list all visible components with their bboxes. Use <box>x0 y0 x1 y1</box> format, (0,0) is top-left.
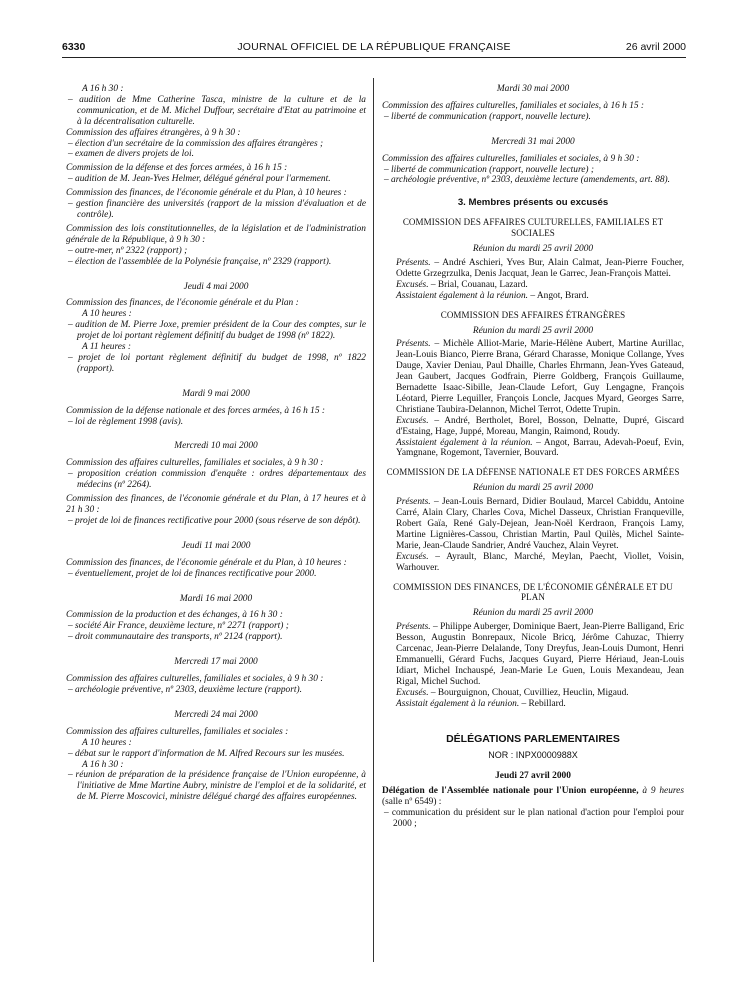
agenda-item: – gestion financière des universités (rapport de la mission d'évaluation et de contrôle). <box>68 199 366 220</box>
committee-heading: Commission des finances, de l'économie générale et du Plan, à 10 heures : <box>66 188 347 199</box>
date-heading: Mardi 9 mai 2000 <box>182 388 250 399</box>
header-rule <box>62 57 686 58</box>
committee-heading: Commission des affaires culturelles, familiales et sociales, à 16 h 15 : <box>382 100 645 111</box>
attendees-excused <box>382 280 684 291</box>
attendees-present <box>382 497 684 552</box>
time-label: A 16 h 30 : <box>82 84 124 94</box>
column-divider <box>373 78 374 962</box>
present-label: Présents. <box>396 497 431 508</box>
meeting-date: Réunion du mardi 25 avril 2000 <box>472 244 594 255</box>
also-names: – Angot, Brard. <box>528 290 589 301</box>
nor-reference: NOR : INPX0000988X <box>488 750 578 761</box>
section-heading: 3. Membres présents ou excusés <box>457 197 609 209</box>
excused-label: Excusés. <box>396 415 429 426</box>
committee-heading: Commission de la défense nationale et des forces armées, à 16 h 15 : <box>66 405 325 416</box>
agenda-item: – liberté de communication (rapport, nouvelle lecture). <box>384 111 591 122</box>
present-names: – Philippe Auberger, Dominique Baert, Jean-Pierre Balligand, Eric Besson, Augustin Bonrepaux, Nicole Bricq, Jérôme Cahuzac, Thierry Carcenac, Jean-Pierre Delalande, Tony Dreyfus, Jean-Louis Dumont, Henri Emmanuelli, Gérard Fuchs, Jacques Guyard, Pierre Hériaud, Jean-Louis Idiart, Michel Inchauspé, Jean-Marie Le Guen, Louis Mexandeau, Jean Rigal, Michel Suchod. <box>396 622 684 687</box>
delegation-name: Délégation de l'Assemblée nationale pour l'Union européenne, <box>382 786 639 797</box>
committee-heading: Commission des affaires culturelles, familiales et sociales, à 9 h 30 : <box>382 153 640 164</box>
date-heading: Mercredi 10 mai 2000 <box>174 441 258 452</box>
also-label: Assistaient également à la réunion. <box>396 290 529 301</box>
time-label: A 16 h 30 : <box>82 759 124 770</box>
attendees-present <box>382 339 684 415</box>
agenda-item: – communication du président sur le plan national d'action pour l'emploi pour 2000 ; <box>384 808 684 829</box>
left-column <box>66 84 366 803</box>
commission-title: COMMISSION DES FINANCES, DE L'ÉCONOMIE GÉNÉRALE ET DU PLAN <box>393 581 673 603</box>
right-column <box>382 84 684 830</box>
present-names: – Jean-Louis Bernard, Didier Boulaud, Marcel Cabiddu, Antoine Carré, Alain Clary, Charles Cova, Michel Dasseux, Christian Franqueville, Robert Gaïa, René Galy-Dejean, Jean-Noël Kerdraon, François Lamy, Martine Lignières-Cassou, Christian Martin, Paul Quilès, Michel Sainte-Marie, Jean-Claude Sandrier, André Vauchez, Alain Veyret. <box>396 497 684 551</box>
date-heading: Mardi 16 mai 2000 <box>179 593 253 604</box>
present-names: – André Aschieri, Yves Bur, Alain Calmat, Jean-Pierre Foucher, Odette Grzegrzulka, Denis Jacquat, Jean le Garrec, Jean-François Mattei. <box>396 257 684 279</box>
attendees-excused <box>382 552 684 574</box>
excused-names: – Bourguignon, Chouat, Cuvilliez, Heuclin, Migaud. <box>428 687 629 698</box>
agenda-item: – réunion de préparation de la présidence française de l'Union européenne, à l'initiative de Mme Martine Aubry, ministre de l'emploi et de la solidarité, et de M. Pierre Moscovici, ministre délégué chargé des affaires européennes. <box>68 770 366 803</box>
present-label: Présents. <box>396 257 431 268</box>
committee-heading: Commission des finances, de l'économie générale et du Plan, à 17 heures et à 21 h 30 : <box>66 494 366 515</box>
commission-title: COMMISSION DES AFFAIRES ÉTRANGÈRES <box>440 309 626 320</box>
date-heading: Mercredi 24 mai 2000 <box>174 709 258 720</box>
commission-title: COMMISSION DE LA DÉFENSE NATIONALE ET DES FORCES ARMÉES <box>386 467 680 478</box>
excused-label: Excusés. <box>396 551 429 562</box>
agenda-item: – audition de M. Jean-Yves Helmer, délégué général pour l'armement. <box>68 174 331 185</box>
date-heading: Jeudi 11 mai 2000 <box>181 540 251 551</box>
delegation-time: à 9 heures <box>638 786 684 797</box>
attendees-also <box>382 438 684 460</box>
agenda-item: – projet de loi portant règlement définitif du budget de 1998, nº 1822 (rapport). <box>68 352 366 374</box>
also-label: Assistait également à la réunion. <box>396 698 520 709</box>
committee-heading: Commission de la défense et des forces armées, à 16 h 15 : <box>66 163 288 174</box>
also-label: Assistaient également à la réunion. <box>396 437 533 448</box>
date-heading: Mercredi 17 mai 2000 <box>174 657 258 668</box>
attendees-also <box>382 699 684 710</box>
attendees-excused <box>382 688 684 699</box>
delegation-room: (salle nº 6549) : <box>382 797 442 808</box>
excused-names: – Ayrault, Blanc, Marché, Meylan, Paecht, Viollet, Voisin, Warhouver. <box>396 551 684 573</box>
delegation-heading <box>382 786 684 808</box>
agenda-item: – proposition création commission d'enquête : ordres départementaux des médecins (nº 2264). <box>68 469 366 491</box>
time-label: A 10 heures : <box>82 309 132 320</box>
committee-heading: Commission des affaires culturelles, familiales et sociales, à 9 h 30 : <box>66 458 324 469</box>
agenda-item: – archéologie préventive, nº 2303, deuxième lecture (amendements, art. 88). <box>384 175 670 186</box>
agenda-item: – archéologie préventive, nº 2303, deuxième lecture (rapport). <box>68 684 302 695</box>
agenda-item: – élection d'un secrétaire de la commission des affaires étrangères ; <box>68 138 324 149</box>
agenda-item: – projet de loi de finances rectificative pour 2000 (sous réserve de son dépôt). <box>68 515 361 526</box>
committee-heading: Commission des finances, de l'économie générale et du Plan : <box>66 298 299 309</box>
agenda-item: – droit communautaire des transports, nº 2124 (rapport). <box>68 632 283 643</box>
attendees-also <box>382 291 684 302</box>
meeting-date: Réunion du mardi 25 avril 2000 <box>472 608 594 619</box>
also-names: – Angot, Barrau, Adevah-Poeuf, Evin, Yamgnane, Rogemont, Tavernier, Bouvard. <box>396 437 684 459</box>
committee-heading: Commission de la production et des échanges, à 16 h 30 : <box>66 610 283 621</box>
agenda-item: – loi de règlement 1998 (avis). <box>68 416 184 427</box>
committee-heading: Commission des lois constitutionnelles, de la législation et de l'administration générale de la République, à 9 h 30 : <box>66 223 366 245</box>
committee-heading: Commission des finances, de l'économie générale et du Plan, à 10 heures : <box>66 557 347 568</box>
agenda-item: – examen de divers projets de loi. <box>68 149 194 160</box>
also-names: – Rebillard. <box>519 698 566 709</box>
agenda-item: – outre-mer, nº 2322 (rapport) ; <box>68 245 188 256</box>
attendees-present <box>382 622 684 687</box>
date-heading: Mardi 30 mai 2000 <box>496 84 570 94</box>
agenda-item: – élection de l'assemblée de la Polynésie française, nº 2329 (rapport). <box>68 256 332 267</box>
time-label: A 11 heures : <box>82 342 132 353</box>
date-heading: Mercredi 31 mai 2000 <box>491 136 575 147</box>
agenda-item: – audition de Mme Catherine Tasca, ministre de la culture et de la communication, et de M. Michel Duffour, secrétaire d'Etat au patrimoine et à la décentralisation culturelle. <box>68 94 366 127</box>
page-header <box>62 41 686 55</box>
excused-label: Excusés. <box>396 279 429 290</box>
meeting-date: Réunion du mardi 25 avril 2000 <box>472 325 594 336</box>
excused-names: – Brial, Couanau, Lazard. <box>428 279 528 290</box>
attendees-present <box>382 258 684 280</box>
page-number: 6330 <box>62 41 86 53</box>
present-names: – Michèle Alliot-Marie, Marie-Hélène Aubert, Martine Aurillac, Jean-Louis Bianco, Pierre Brana, Gérard Charasse, Monique Collange, Yves Dauge, Xavier Deniau, Paul Dhaille, Charles Ehrmann, Jean-Yves Gateaud, Jean Gaubert, Jacques Godfrain, Pierre Goldberg, François Guillaume, Bernadette Isaac-Sibille, Jean-Claude Lefort, Guy Lengagne, François Léotard, Pierre Lequiller, François Loncle, Jacques Myard, Georges Sarre, Christiane Taubira-Delannon, Michel Terrot, Odette Trupin. <box>396 339 684 415</box>
date-heading: Jeudi 4 mai 2000 <box>183 281 249 292</box>
agenda-item: – débat sur le rapport d'information de M. Alfred Recours sur les musées. <box>68 748 345 759</box>
committee-heading: Commission des affaires culturelles, familiales et sociales, à 9 h 30 : <box>66 674 324 685</box>
journal-title: JOURNAL OFFICIEL DE LA RÉPUBLIQUE FRANÇAISE <box>237 41 511 53</box>
issue-date: 26 avril 2000 <box>625 41 686 53</box>
delegations-heading: DÉLÉGATIONS PARLEMENTAIRES <box>446 732 620 745</box>
present-label: Présents. <box>396 339 431 350</box>
excused-label: Excusés. <box>396 687 429 698</box>
time-label: A 10 heures : <box>82 737 132 748</box>
attendees-excused <box>382 416 684 438</box>
agenda-item: – audition de M. Pierre Joxe, premier président de la Cour des comptes, sur le projet de loi portant règlement définitif du budget de 1998 (nº 1822). <box>68 320 366 342</box>
committee-heading: Commission des affaires étrangères, à 9 h 30 : <box>66 127 241 138</box>
date-heading: Jeudi 27 avril 2000 <box>495 771 571 782</box>
agenda-item: – liberté de communication (rapport, nouvelle lecture) ; <box>384 164 595 175</box>
commission-title: COMMISSION DES AFFAIRES CULTURELLES, FAMILIALES ET SOCIALES <box>402 217 664 239</box>
agenda-item: – éventuellement, projet de loi de finances rectificative pour 2000. <box>68 568 317 579</box>
excused-names: – André, Bertholet, Borel, Bosson, Delnatte, Dupré, Giscard d'Estaing, Hage, Juppé, Moreau, Mangin, Raimond, Roudy. <box>396 415 684 437</box>
meeting-date: Réunion du mardi 25 avril 2000 <box>472 483 594 494</box>
committee-heading: Commission des affaires culturelles, familiales et sociales : <box>66 726 289 737</box>
present-label: Présents. <box>396 622 431 633</box>
agenda-item: – société Air France, deuxième lecture, nº 2271 (rapport) ; <box>68 621 289 632</box>
